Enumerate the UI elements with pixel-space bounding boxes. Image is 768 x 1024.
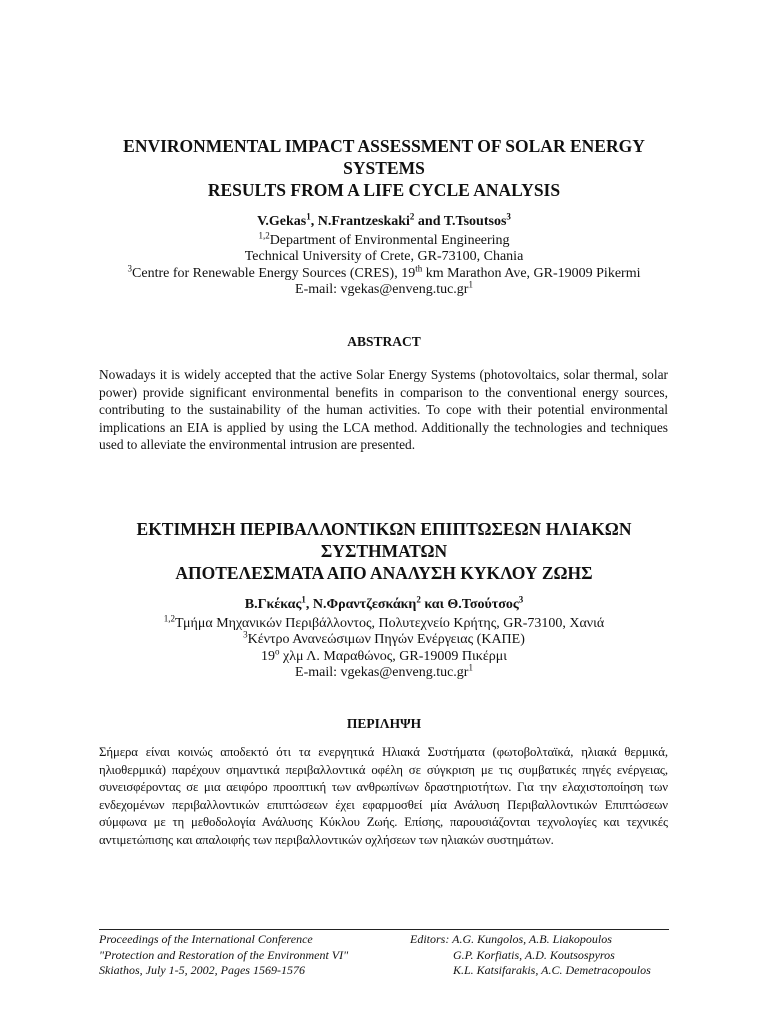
abstract-heading-greek: ΠΕΡΙΛΗΨΗ	[346, 716, 422, 731]
title-line: ΣΥΣΤΗΜΑΤΩΝ	[320, 541, 448, 561]
author-2: N.Frantzeskaki	[317, 214, 410, 229]
affiliation-1: $^{1,2}$Τμήμα Μηχανικών Περιβάλλοντος, Πολυτεχνείο Κρήτης, GR-73100, Χανιά	[163, 612, 605, 631]
footer-editors: Editors: A.G. Kungolos, A.B. Liakopoulos G.P. Korfiatis, A.D. Koutsospyros K.L. Katsifarakis, A.C. Demetracopoulos	[410, 932, 651, 977]
author-1: V.Gekas	[257, 214, 307, 229]
title-line: ΕΚΤΙΜΗΣΗ ΠΕΡΙΒΑΛΛΟΝΤΙΚΩΝ ΕΠΙΠΤΩΣΕΩΝ ΗΛΙΑΚΩΝ	[136, 519, 632, 539]
affiliation-1: $^{1,2}$Department of Environmental Engineering	[258, 229, 510, 248]
abstract-heading: ABSTRACT	[347, 334, 421, 349]
english-authors-block	[60, 211, 708, 299]
affiliation-3: $^3$Centre for Renewable Energy Sources (CRES), 19th km Marathon Ave, GR-19009 Pikermi	[127, 262, 641, 281]
author-3: Θ.Τσούτσος	[447, 597, 519, 612]
title-line: ΑΠΟΤΕΛΕΣΜΑΤΑ ΑΠΟ ΑΝΑΛΥΣΗ ΚΥΚΛΟΥ ΖΩΗΣ	[175, 563, 593, 583]
email-line: E-mail: $vgekas@enveng.tuc.gr^1$	[295, 662, 473, 680]
greek-authors-block	[60, 594, 708, 682]
english-title	[60, 135, 708, 201]
email-line: E-mail: $vgekas@enveng.tuc.gr^1$	[295, 279, 473, 297]
affiliation-2: Technical University of Crete, GR-73100, Chania	[244, 249, 524, 264]
author-1: Β.Γκέκας	[244, 597, 302, 612]
author-2: Ν.Φραντζεσκάκη	[312, 597, 417, 612]
abstract-text: Nowadays it is widely accepted that the active Solar Energy Systems (photovoltaics, solar thermal, solar power) provide significant environmental benefits in comparison to the conventional energy sources, contributing to the sustainability of the human activities. To cope with their potential environmental implications an EIA is applied by using the LCA method. Additionally the technologies and techniques used to alleviate the environmental intrusion are presented.	[99, 367, 668, 453]
title-line: SYSTEMS	[343, 158, 425, 178]
affiliation-3: $19^o$ χλμ Λ. Μαραθώνος, GR-19009 Πικέρμι	[261, 645, 507, 664]
abstract-text-greek: Σήμερα είναι κοινώς αποδεκτό ότι τα ενεργητικά Ηλιακά Συστήματα (φωτοβολταϊκά, ηλιακά θερμικά, ηλιοθερμικά) παρέχουν σημαντικά περιβαλλοντικά οφέλη σε σύγκριση με τις συμβατικές πηγές ενέργειας, συνεισφέροντας σε μια αειφόρο προοπτική των ανθρωπίνων δραστηριοτήτων. Για την ελαχιστοποίηση των ενδεχομένων περιβαλλοντικών επιπτώσεων έχει εφαρμοσθεί μία Ανάλυση Περιβαλλοντικών Επιπτώσεων σύμφωνα με τη μεθοδολογία Ανάλυσης Κύκλου Ζωής. Επίσης, παρουσιάζονται τεχνολογίες και τεχνικές αντιμετώπισης και απαλοιφής των περιβαλλοντικών οχλήσεων των ηλιακών συστημάτων.	[99, 745, 668, 847]
footer-divider	[99, 929, 669, 930]
author-3: T.Tsoutsos	[443, 214, 507, 229]
author-names: V.Gekas$^1$, N.Frantzeskaki$^2$ and T.Tsoutsos$^3$	[257, 211, 511, 229]
greek-title	[60, 518, 708, 584]
author-names: Β.Γκέκας$^1$, Ν.Φραντζεσκάκη$^2$ και Θ.Τσούτσος$^3$	[244, 594, 524, 612]
title-line: ENVIRONMENTAL IMPACT ASSESSMENT OF SOLAR ENERGY	[123, 136, 645, 156]
title-line: RESULTS FROM A LIFE CYCLE ANALYSIS	[207, 180, 561, 200]
affiliation-2: $^3$Κέντρο Ανανεώσιμων Πηγών Ενέργειας (ΚΑΠΕ)	[243, 629, 525, 647]
footer-proceedings: Proceedings of the International Conference "Protection and Restoration of the Environment VI" Skiathos, July 1-5, 2002, Pages 1569-1576	[99, 932, 349, 977]
